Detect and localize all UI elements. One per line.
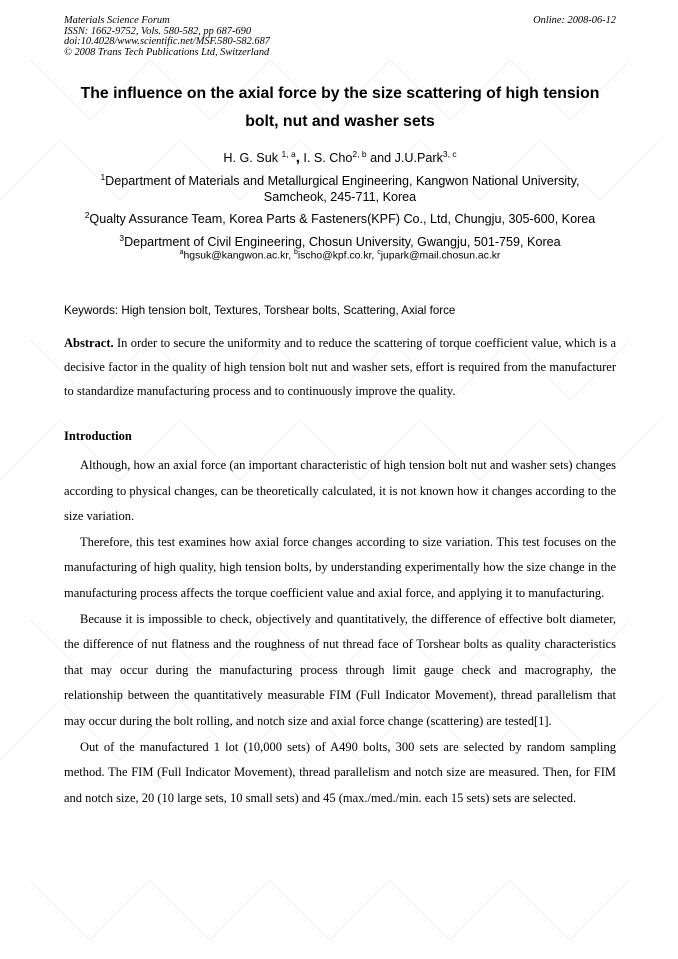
- doi-line: doi:10.4028/www.scientific.net/MSF.580-582.687: [64, 36, 270, 48]
- introduction-heading: Introduction: [64, 429, 132, 443]
- email-c-sup: c: [377, 249, 381, 256]
- journal-header: [64, 16, 616, 58]
- paragraph: Because it is impossible to check, objectively and quantitatively, the difference of effective bolt diameter, the difference of nut flatness and the roughness of nut thread face of Torshear bolts as quality characteristics that may occur during the manufacturing process through limit gauge check and macrography, the relationship between the quantitatively measurable FIM (Full Indicator Movement), thread parallelism that may occur during the bolt rolling, and notch size and axial force change (scattering) are tested[1].: [64, 611, 616, 728]
- author-2: I. S. Cho: [303, 151, 353, 166]
- affiliation-2-number: 2: [84, 210, 90, 220]
- affiliation-2-text: Qualty Assurance Team, Korea Parts & Fasteners(KPF) Co., Ltd, Chungju, 305-600, Korea: [89, 212, 596, 227]
- author-3: J.U.Park: [394, 151, 443, 166]
- author-3-sup: 3, c: [442, 149, 457, 159]
- author-1-sup: 1, a: [281, 149, 296, 159]
- copyright-line: © 2008 Trans Tech Publications Ltd, Switzerland: [64, 46, 270, 58]
- affiliation-3-text: Department of Civil Engineering, Chosun University, Gwangju, 501-759, Korea: [124, 235, 561, 250]
- affiliation-3-number: 3: [119, 233, 125, 243]
- email-a-sup: a: [179, 249, 184, 256]
- title-line-1: The influence on the axial force by the size scattering of high tension: [80, 85, 600, 102]
- author-list: [64, 144, 616, 168]
- author-1: H. G. Suk: [223, 151, 279, 166]
- paragraph: Although, how an axial force (an important characteristic of high tension bolt nut and washer sets) changes according to physical changes, can be theoretically calculated, it is not known how it changes according to the size variation.: [64, 458, 616, 524]
- abstract: [64, 332, 616, 403]
- issn-line: ISSN: 1662-9752, Vols. 580-582, pp 687-690: [64, 25, 252, 37]
- affiliation-1-number: 1: [100, 172, 106, 182]
- title-line-2: bolt, nut and washer sets: [245, 113, 435, 130]
- author-emails: [64, 246, 616, 262]
- author-separator: ,: [295, 149, 300, 167]
- introduction-body: [64, 453, 616, 811]
- online-date: Online: 2008-06-12: [533, 15, 616, 26]
- keywords: Keywords: High tension bolt, Textures, Torshear bolts, Scattering, Axial force: [64, 304, 456, 317]
- affiliation-1: [64, 170, 616, 205]
- paragraph: Out of the manufactured 1 lot (10,000 sets) of A490 bolts, 300 sets are selected by random sampling method. The FIM (Full Indicator Movement), thread parallelism and notch size are measured. Then, for FIM and notch size, 20 (10 large sets, 10 small sets) and 45 (max./med./min. each 15 sets) sets are selected.: [64, 739, 616, 805]
- affiliation-1-line-1: Department of Materials and Metallurgical Engineering, Kangwon National University,: [105, 174, 580, 189]
- email-a: hgsuk@kangwon.ac.kr,: [183, 250, 292, 262]
- abstract-label: Abstract.: [64, 336, 114, 350]
- author-and: and: [370, 151, 392, 166]
- affiliation-2: [64, 208, 616, 228]
- journal-name: Materials Science Forum: [64, 15, 170, 26]
- affiliation-1-line-2: Samcheok, 245-711, Korea: [263, 189, 417, 204]
- paragraph: Therefore, this test examines how axial force changes according to size variation. This test focuses on the manufacturing of high quality, high tension bolts, by understanding experimentally how the size change in the manufacturing process affects the torque coefficient value and axial force, and applying it to manufacturing.: [64, 534, 616, 600]
- abstract-text: In order to secure the uniformity and to reduce the scattering of torque coefficient value, which is a decisive factor in the quality of high tension bolt nut and washer sets, effort is required from the manufacturer to standardize manufacturing process and to continuously improve the quality.: [64, 336, 617, 398]
- email-c: jupark@mail.chosun.ac.kr: [380, 250, 501, 262]
- email-b-sup: b: [294, 249, 298, 256]
- email-b: ischo@kpf.co.kr,: [297, 250, 375, 262]
- author-2-sup: 2, b: [352, 149, 367, 159]
- paper-title: [64, 80, 616, 136]
